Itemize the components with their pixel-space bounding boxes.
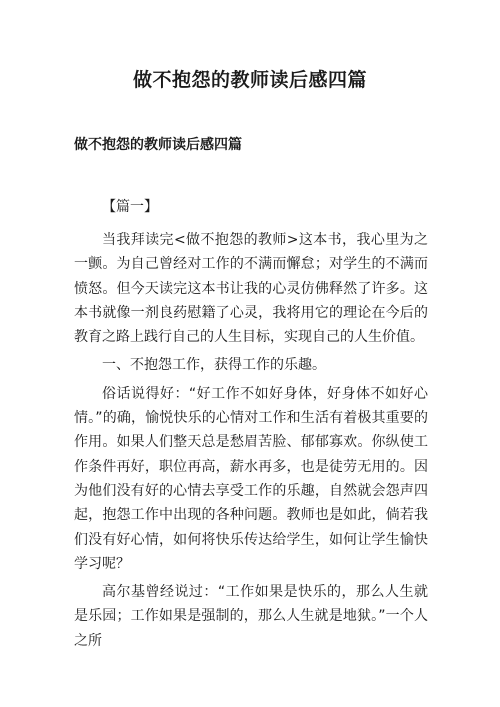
paragraph: 高尔基曾经说过：“工作如果是快乐的，那么人生就是乐园；工作如果是强制的，那么人生就是地狱。”一个人之所 <box>74 584 428 649</box>
document-body <box>74 228 428 657</box>
document-title: 做不抱怨的教师读后感四篇 <box>132 69 367 91</box>
paragraph-heading: 一、不抱怨工作，获得工作的乐趣。 <box>102 357 326 374</box>
paragraph: 俗话说得好：“好工作不如好身体，好身体不如好心情。”的确，愉悦快乐的心情对工作和生活有着极其重要的作用。如果人们整天总是愁眉苦脸、郁郁寡欢。你纵使工作条件再好，职位再高，薪水再多，也是徒劳无用的。因为他们没有好的心情去享受工作的乐趣，自然就会怨声四起，抱怨工作中出现的各种问题。教师也是如此，倘若我们没有好心情，如何将快乐传达给学生，如何让学生愉快学习呢？ <box>74 385 428 572</box>
paragraph: 当我拜读完<做不抱怨的教师>这本书，我心里为之一颤。为自己曾经对工作的不满而懈怠；对学生的不满而愤怒。但今天读完这本书让我的心灵仿佛释然了许多。这本书就像一剂良药慰籍了心灵，我将用它的理论在今后的教育之路上践行自己的人生目标，实现自己的人生价值。 <box>74 232 428 346</box>
section-label: 【篇一】 <box>102 199 158 215</box>
document-subtitle: 做不抱怨的教师读后感四篇 <box>74 137 242 153</box>
